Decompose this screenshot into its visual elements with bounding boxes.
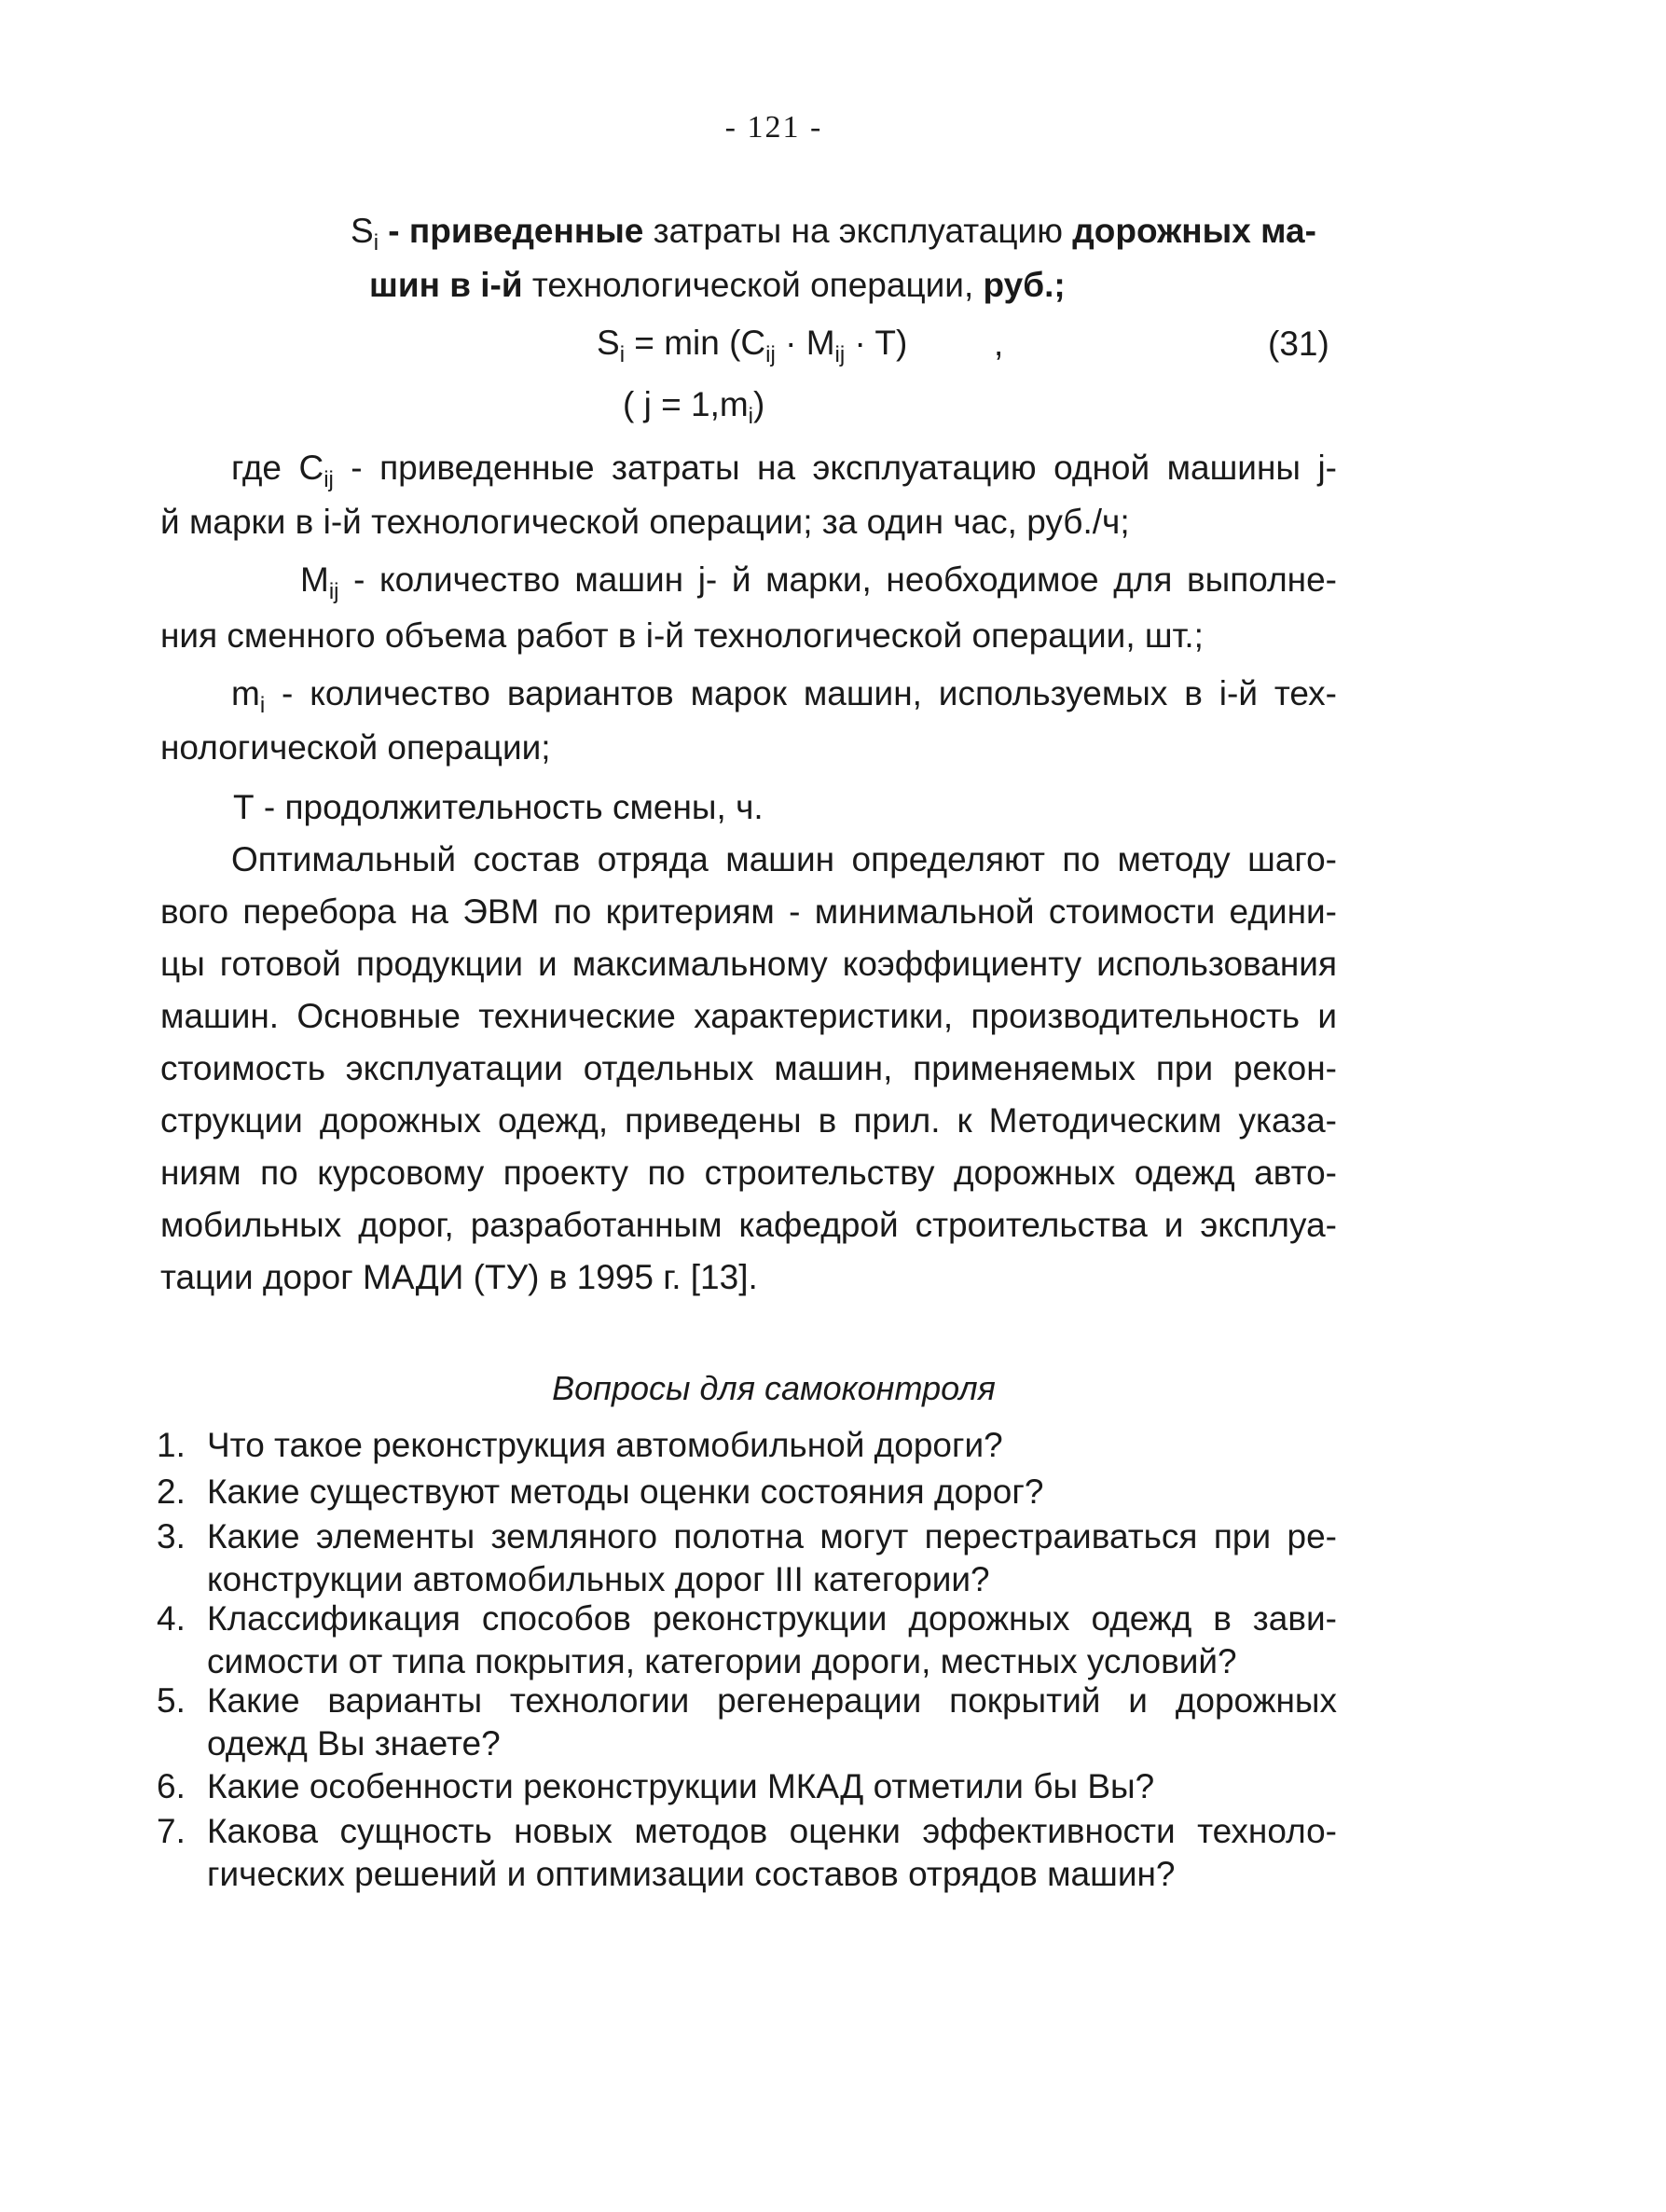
cij-line-1 bbox=[231, 449, 1337, 492]
s-def-bold-3: шин в i-й bbox=[369, 266, 523, 304]
s-definition-line-1 bbox=[351, 212, 1337, 256]
mij-symbol: M bbox=[300, 560, 329, 599]
mij-line-2: ния сменного объема работ в i-й технологической операции, шт.; bbox=[160, 616, 1204, 655]
question-7-number: 7. bbox=[157, 1812, 186, 1850]
range-close: ) bbox=[753, 385, 765, 423]
s-subscript: i bbox=[373, 230, 379, 256]
question-1-number: 1. bbox=[157, 1426, 186, 1464]
formula-comma: , bbox=[994, 325, 1004, 363]
paragraph-line-7: ниям по курсовому проекту по строительству дорожных одежд авто- bbox=[160, 1154, 1337, 1192]
mij-sub: ij bbox=[328, 579, 339, 604]
s-def-mid-1: затраты на эксплуатацию bbox=[643, 212, 1073, 250]
questions-title: Вопросы для самоконтроля bbox=[552, 1369, 996, 1407]
paragraph-line-5: стоимость эксплуатации отдельных машин, применяемых при рекон- bbox=[160, 1049, 1337, 1087]
question-4-line-1: Классификация способов реконструкции дорожных одежд в зави- bbox=[207, 1599, 1337, 1638]
mi-text-1: - количество вариантов марок машин, используемых в i-й тех- bbox=[265, 674, 1337, 712]
question-7-line-2: гических решений и оптимизации составов отрядов машин? bbox=[207, 1855, 1176, 1893]
formula-mult: · M bbox=[775, 324, 835, 362]
question-4-number: 4. bbox=[157, 1599, 186, 1638]
equation-number: (31) bbox=[1268, 325, 1329, 363]
cij-sub: ij bbox=[324, 467, 334, 492]
paragraph-line-9: тации дорог МАДИ (ТУ) в 1995 г. [13]. bbox=[160, 1258, 758, 1296]
s-def-bold-1: - приведенные bbox=[379, 212, 644, 250]
formula-lhs: S bbox=[597, 324, 620, 362]
s-def-bold-2: дорожных ма- bbox=[1072, 212, 1316, 250]
question-2-number: 2. bbox=[157, 1472, 186, 1511]
question-5-number: 5. bbox=[157, 1681, 186, 1720]
s-def-mid-2: технологической операции, bbox=[522, 266, 984, 304]
mi-line-1 bbox=[231, 674, 1337, 718]
paragraph-line-6: струкции дорожных одежд, приведены в прил. к Методическим указа- bbox=[160, 1101, 1337, 1140]
formula-min: = min (C bbox=[625, 324, 766, 362]
range-sub: i bbox=[748, 404, 754, 429]
question-7-line-1: Какова сущность новых методов оценки эффективности техноло- bbox=[207, 1812, 1337, 1850]
mij-text-1: - количество машин j- й марки, необходимое для выполне- bbox=[338, 560, 1337, 599]
cij-prefix: где C bbox=[231, 449, 324, 487]
formula-c-sub: ij bbox=[765, 342, 776, 367]
question-3-number: 3. bbox=[157, 1517, 186, 1555]
s-symbol: S bbox=[351, 212, 374, 250]
s-def-end: руб.; bbox=[983, 266, 1066, 304]
question-2-line-1: Какие существуют методы оценки состояния дорог? bbox=[207, 1472, 1044, 1511]
paragraph-line-3: цы готовой продукции и максимальному коэффициенту использования bbox=[160, 945, 1337, 983]
formula-31 bbox=[597, 324, 908, 367]
page-number: - 121 - bbox=[724, 110, 823, 145]
formula-range bbox=[623, 385, 765, 429]
question-5-line-1: Какие варианты технологии регенерации покрытий и дорожных bbox=[207, 1681, 1337, 1720]
question-3-line-1: Какие элементы земляного полотна могут перестраиваться при ре- bbox=[207, 1517, 1337, 1555]
mi-sub: i bbox=[259, 693, 266, 718]
cij-line-2: й марки в i-й технологической операции; за один час, руб./ч; bbox=[160, 503, 1130, 541]
question-5-line-2: одежд Вы знаете? bbox=[207, 1724, 501, 1763]
s-definition-line-2 bbox=[369, 267, 1066, 305]
paragraph-line-1: Оптимальный состав отряда машин определяют по методу шаго- bbox=[231, 840, 1337, 878]
question-6-number: 6. bbox=[157, 1767, 186, 1805]
paragraph-line-8: мобильных дорог, разработанным кафедрой строительства и эксплуа- bbox=[160, 1206, 1337, 1244]
question-6-line-1: Какие особенности реконструкции МКАД отметили бы Вы? bbox=[207, 1767, 1155, 1805]
mij-line-1 bbox=[300, 560, 1337, 604]
paragraph-line-2: вого перебора на ЭВМ по критериям - минимальной стоимости едини- bbox=[160, 892, 1337, 931]
mi-symbol: m bbox=[231, 674, 260, 712]
cij-text-1: - приведенные затраты на эксплуатацию одной машины j- bbox=[333, 449, 1337, 487]
t-definition: Т - продолжительность смены, ч. bbox=[233, 788, 764, 826]
paragraph-line-4: машин. Основные технические характеристики, производительность и bbox=[160, 997, 1337, 1035]
question-3-line-2: конструкции автомобильных дорог III категории? bbox=[207, 1560, 990, 1598]
formula-lhs-sub: i bbox=[619, 342, 626, 367]
range-open: ( j = 1,m bbox=[623, 385, 749, 423]
formula-tail: · T) bbox=[845, 324, 908, 362]
mi-line-2: нологической операции; bbox=[160, 728, 551, 767]
formula-m-sub: ij bbox=[834, 342, 846, 367]
question-4-line-2: симости от типа покрытия, категории дороги, местных условий? bbox=[207, 1642, 1237, 1680]
question-1-line-1: Что такое реконструкция автомобильной дороги? bbox=[207, 1426, 1003, 1464]
